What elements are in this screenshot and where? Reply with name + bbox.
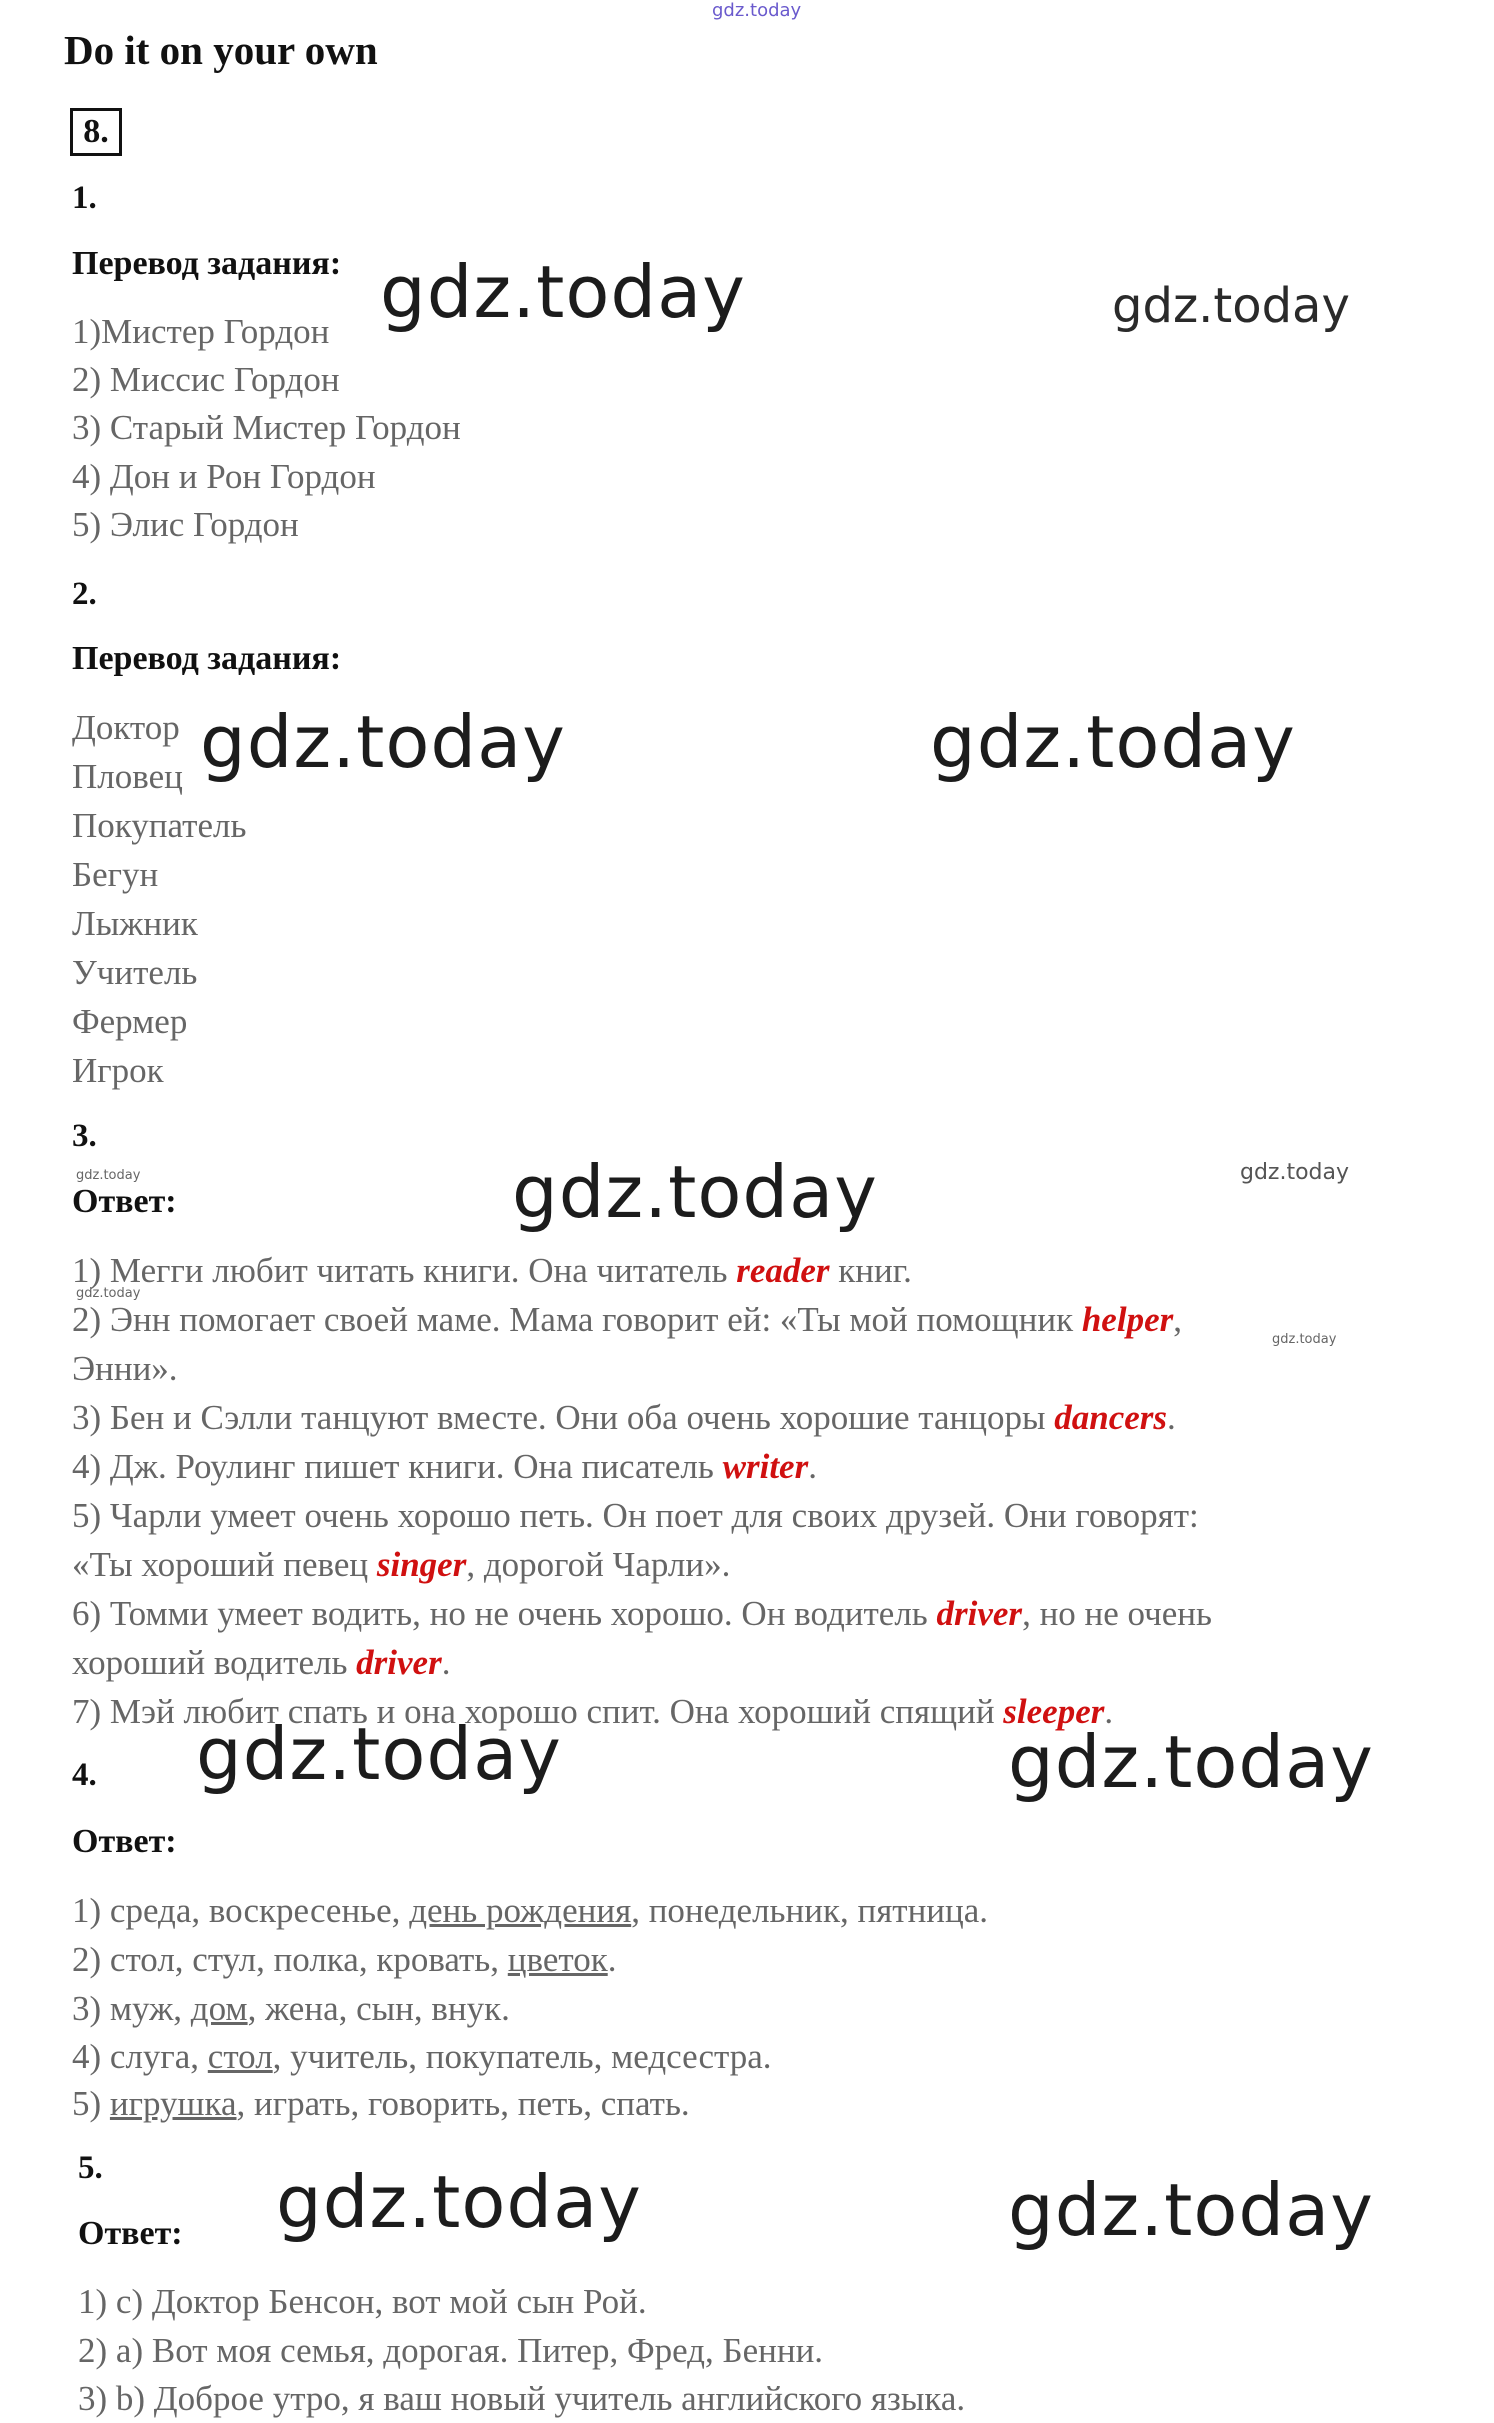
section-5-line: 1) c) Доктор Бенсон, вот мой сын Рой. — [78, 2282, 647, 2321]
watermark: gdz.today — [1008, 1720, 1374, 1804]
section-3-line-4: 4) Дж. Роулинг пишет книги. Она писатель writer. — [72, 1447, 817, 1486]
odd-word: игрушка — [109, 2084, 237, 2123]
section-3-line-1: 1) Мегги любит читать книги. Она читатель reader книг. — [72, 1251, 912, 1290]
answer-word: writer — [722, 1447, 809, 1486]
answer-word: dancers — [1054, 1398, 1168, 1437]
section-4-line-2: 2) стол, стул, полка, кровать, цветок. — [72, 1940, 617, 1979]
section-1-line: 1)Мистер Гордон — [72, 312, 330, 351]
section-2-line: Бегун — [72, 855, 159, 894]
watermark: gdz.today — [276, 2160, 642, 2244]
section-1-line: 4) Дон и Рон Гордон — [72, 457, 376, 496]
watermark: gdz.today — [76, 1286, 141, 1301]
odd-word: цветок — [507, 1940, 608, 1979]
section-3-line-7: 7) Мэй любит спать и она хорошо спит. Она хороший спящий sleeper. — [72, 1692, 1114, 1731]
section-2-line: Игрок — [72, 1051, 164, 1090]
watermark: gdz.today — [512, 1150, 878, 1234]
odd-word: дом — [190, 1989, 248, 2028]
section-2-number: 2. — [72, 576, 97, 612]
page-title: Do it on your own — [64, 27, 378, 73]
section-4-line-4: 4) слуга, стол, учитель, покупатель, медсестра. — [72, 2037, 772, 2076]
section-4-number: 4. — [72, 1757, 97, 1793]
task-number-box: 8. — [70, 108, 122, 156]
watermark: gdz.today — [1240, 1160, 1350, 1185]
watermark: gdz.today — [930, 700, 1296, 784]
section-2-line: Пловец — [72, 757, 183, 796]
section-1-line: 2) Миссис Гордон — [72, 360, 340, 399]
section-2-line: Лыжник — [72, 904, 198, 943]
watermark: gdz.today — [1112, 278, 1350, 334]
section-1-line: 3) Старый Мистер Гордон — [72, 408, 461, 447]
section-5-number: 5. — [78, 2150, 103, 2186]
watermark: gdz.today — [200, 700, 566, 784]
watermark: gdz.today — [380, 250, 746, 334]
section-4-line-3: 3) муж, дом, жена, сын, внук. — [72, 1989, 510, 2028]
section-3-number: 3. — [72, 1118, 97, 1154]
section-3-line-6b: хороший водитель driver. — [72, 1643, 451, 1682]
section-4-line-5: 5) игрушка, играть, говорить, петь, спать. — [72, 2084, 690, 2123]
section-5-line: 3) b) Доброе утро, я ваш новый учитель английского языка. — [78, 2379, 966, 2418]
section-2-line: Доктор — [72, 708, 180, 747]
section-3-line-5: 5) Чарли умеет очень хорошо петь. Он поет для своих друзей. Они говорят: — [72, 1496, 1199, 1535]
answer-word: driver — [936, 1594, 1023, 1633]
section-2-line: Фермер — [72, 1002, 188, 1041]
section-3-line-3: 3) Бен и Сэлли танцуют вместе. Они оба очень хорошие танцоры dancers. — [72, 1398, 1176, 1437]
watermark: gdz.today — [1272, 1332, 1337, 1347]
odd-word: стол — [207, 2037, 273, 2076]
section-3-line-2: 2) Энн помогает своей маме. Мама говорит ей: «Ты мой помощник helper, — [72, 1300, 1182, 1339]
answer-word: singer — [376, 1545, 467, 1584]
answer-word: helper — [1081, 1300, 1174, 1339]
source-watermark: gdz.today — [712, 0, 802, 21]
section-5-line: 2) a) Вот моя семья, дорогая. Питер, Фред, Бенни. — [78, 2331, 824, 2370]
section-3-line-5b: «Ты хороший певец singer, дорогой Чарли». — [72, 1545, 731, 1584]
answer-word: driver — [356, 1643, 442, 1682]
section-5-heading: Ответ: — [78, 2215, 183, 2252]
odd-word: день рождения — [409, 1891, 632, 1930]
answer-word: sleeper — [1003, 1692, 1105, 1731]
section-3-line-2b: Энни». — [72, 1349, 178, 1388]
section-1-line: 5) Элис Гордон — [72, 505, 299, 544]
answer-word: reader — [736, 1251, 830, 1290]
section-4-heading: Ответ: — [72, 1823, 177, 1860]
section-3-heading: Ответ: — [72, 1183, 177, 1220]
section-2-line: Учитель — [72, 953, 198, 992]
section-2-line: Покупатель — [72, 806, 247, 845]
section-2-heading: Перевод задания: — [72, 640, 342, 677]
watermark: gdz.today — [196, 1712, 562, 1796]
watermark: gdz.today — [1008, 2168, 1374, 2252]
section-1-heading: Перевод задания: — [72, 245, 342, 282]
section-4-line-1: 1) среда, воскресенье, день рождения, понедельник, пятница. — [72, 1891, 989, 1930]
section-1-number: 1. — [72, 180, 97, 216]
section-3-line-6: 6) Томми умеет водить, но не очень хорошо. Он водитель driver, но не очень — [72, 1594, 1212, 1633]
watermark: gdz.today — [76, 1168, 141, 1183]
